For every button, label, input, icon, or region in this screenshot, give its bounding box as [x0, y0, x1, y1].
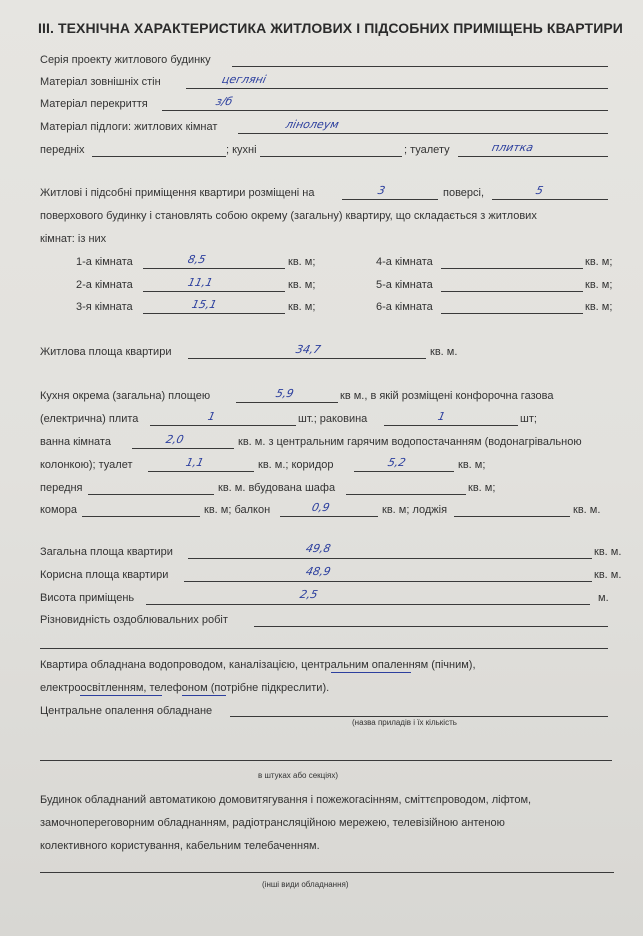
equipment-text-2: електроосвітленням, телефоном (потрібне підкреслити). — [40, 682, 330, 694]
toilet-text-1: колонкою); туалет — [40, 459, 133, 471]
form-title: ІІІ. ТЕХНІЧНА ХАРАКТЕРИСТИКА ЖИТЛОВИХ І ПІДСОБНИХ ПРИМІЩЕНЬ КВАРТИРИ — [38, 20, 623, 36]
room-4-field[interactable] — [441, 268, 583, 269]
location-text-1: Житлові і підсобні приміщення квартири розміщені на — [40, 187, 315, 199]
sink-value: 1 — [436, 410, 447, 423]
storeys-value: 5 — [534, 184, 545, 197]
room-6-field[interactable] — [441, 313, 583, 314]
room-2-label: 2-а кімната — [76, 279, 133, 291]
hall-text: кв. м. вбудована шафа — [218, 482, 336, 494]
room-4-label: 4-а кімната — [376, 256, 433, 268]
room-3-label: 3-я кімната — [76, 301, 133, 313]
stove-value: 1 — [206, 410, 217, 423]
useful-area-value: 48,9 — [304, 565, 332, 578]
room-1-value: 8,5 — [186, 253, 207, 266]
corridor-field[interactable] — [354, 471, 454, 472]
heating-underline — [331, 672, 411, 673]
finish-label: Різновидність оздоблювальних робіт — [40, 614, 228, 626]
heating-caption: (назва приладів і їх кількість — [352, 718, 457, 727]
bath-value: 2,0 — [164, 433, 185, 446]
total-area-unit: кв. м. — [594, 546, 622, 558]
toilet-floor-field[interactable] — [458, 156, 608, 157]
corridor-value: 5,2 — [386, 456, 407, 469]
height-field[interactable] — [146, 604, 590, 605]
kitchen-text-5: шт; — [520, 413, 537, 425]
equipment-text-1: Квартира обладнана водопроводом, каналізацією, центральним опаленням (пічним), — [40, 659, 476, 671]
room-2-field[interactable] — [143, 291, 285, 292]
room-2-value: 11,1 — [186, 276, 214, 289]
room-5-field[interactable] — [441, 291, 583, 292]
heating-field[interactable] — [230, 716, 608, 717]
location-text-3: поверхового будинку і становлять собою окрему (загальну) квартиру, що складається з житлових — [40, 210, 537, 222]
ceilings-value: з/б — [214, 95, 234, 108]
useful-area-label: Корисна площа квартири — [40, 569, 169, 581]
lighting-underline — [80, 695, 162, 696]
living-area-field[interactable] — [188, 358, 426, 359]
location-text-4: кімнат: із них — [40, 233, 107, 245]
finish-field[interactable] — [254, 626, 608, 627]
corridor-unit: кв. м; — [458, 459, 486, 471]
kitchen-text-4: шт.; раковина — [298, 413, 368, 425]
walls-field[interactable] — [186, 88, 608, 89]
living-area-unit: кв. м. — [430, 346, 458, 358]
floor-field[interactable] — [342, 199, 438, 200]
toilet-floor-label: ; туалету — [404, 144, 450, 156]
kitchen-text-2: кв м., в якій розміщені конфорочна газова — [340, 390, 554, 402]
room-2-unit: кв. м; — [288, 279, 316, 291]
pantry-field[interactable] — [82, 516, 200, 517]
useful-area-unit: кв. м. — [594, 569, 622, 581]
kitchen-text-3: (електрична) плита — [40, 413, 139, 425]
floors-value: лінолеум — [284, 118, 341, 131]
kitchen-area-value: 5,9 — [274, 387, 295, 400]
living-area-label: Житлова площа квартири — [40, 346, 172, 358]
storeys-field[interactable] — [492, 199, 608, 200]
wardrobe-unit: кв. м; — [468, 482, 496, 494]
total-area-label: Загальна площа квартири — [40, 546, 173, 558]
loggia-field[interactable] — [454, 516, 570, 517]
toilet-area-value: 1,1 — [184, 456, 205, 469]
room-5-label: 5-а кімната — [376, 279, 433, 291]
stove-field[interactable] — [150, 425, 296, 426]
room-6-unit: кв. м; — [585, 301, 613, 313]
phone-underline — [182, 695, 226, 696]
room-3-value: 15,1 — [190, 298, 218, 311]
floors-label: Матеріал підлоги: житлових кімнат — [40, 121, 218, 133]
building-text-1: Будинок обладнаний автоматикою домовитягування і пожежогасінням, сміттєпроводом, ліфтом, — [40, 794, 532, 806]
hall-floor-field[interactable] — [92, 156, 226, 157]
height-unit: м. — [598, 592, 609, 604]
pantry-text: кв. м; балкон — [204, 504, 271, 516]
series-label: Серія проекту житлового будинку — [40, 54, 211, 66]
hall-floor-label: передніх — [40, 144, 85, 156]
living-area-value: 34,7 — [294, 343, 322, 356]
bath-field[interactable] — [132, 448, 234, 449]
room-1-field[interactable] — [143, 268, 285, 269]
room-5-unit: кв. м; — [585, 279, 613, 291]
room-6-label: 6-а кімната — [376, 301, 433, 313]
toilet-area-field[interactable] — [148, 471, 254, 472]
toilet-text-2: кв. м.; коридор — [258, 459, 334, 471]
loggia-unit: кв. м. — [573, 504, 601, 516]
ceilings-label: Матеріал перекриття — [40, 98, 148, 110]
finish-field-line-2[interactable] — [40, 648, 608, 649]
room-4-unit: кв. м; — [585, 256, 613, 268]
kitchen-floor-label: ; кухні — [226, 144, 257, 156]
hall-field[interactable] — [88, 494, 214, 495]
room-1-unit: кв. м; — [288, 256, 316, 268]
ceilings-field[interactable] — [162, 110, 608, 111]
wardrobe-field[interactable] — [346, 494, 466, 495]
building-text-2: замочнопереговорним обладнанням, радіотрансляційною мережею, телевізійною антеною — [40, 817, 505, 829]
other-equipment-field[interactable] — [40, 872, 614, 873]
balcony-field[interactable] — [280, 516, 378, 517]
bath-label: ванна кімната — [40, 436, 111, 448]
height-value: 2,5 — [298, 588, 319, 601]
useful-area-field[interactable] — [184, 581, 592, 582]
sink-field[interactable] — [384, 425, 518, 426]
balcony-value: 0,9 — [310, 501, 331, 514]
pantry-label: комора — [40, 504, 77, 516]
walls-label: Матеріал зовнішніх стін — [40, 76, 161, 88]
kitchen-area-field[interactable] — [236, 402, 338, 403]
floor-value: 3 — [376, 184, 387, 197]
other-equipment-caption: (інші види обладнання) — [262, 880, 349, 889]
count-caption: в штуках або секціях) — [258, 771, 338, 780]
kitchen-text-1: Кухня окрема (загальна) площею — [40, 390, 211, 402]
heating-label: Центральне опалення обладнане — [40, 705, 213, 717]
bath-text: кв. м. з центральним гарячим водопостачанням (водонагрівальною — [238, 436, 582, 448]
room-3-unit: кв. м; — [288, 301, 316, 313]
heating-field-line-2[interactable] — [40, 760, 612, 761]
room-1-label: 1-а кімната — [76, 256, 133, 268]
location-text-2: поверсі, — [443, 187, 485, 199]
toilet-floor-value: плитка — [490, 141, 535, 154]
walls-value: цегляні — [220, 73, 268, 86]
balcony-text: кв. м; лоджія — [382, 504, 448, 516]
floors-field[interactable] — [238, 133, 608, 134]
series-field[interactable] — [232, 66, 608, 67]
kitchen-floor-field[interactable] — [260, 156, 402, 157]
total-area-field[interactable] — [188, 558, 592, 559]
hall-label: передня — [40, 482, 83, 494]
building-text-3: колективного користування, кабельним телебаченням. — [40, 840, 320, 852]
room-3-field[interactable] — [143, 313, 285, 314]
total-area-value: 49,8 — [304, 542, 332, 555]
height-label: Висота приміщень — [40, 592, 135, 604]
